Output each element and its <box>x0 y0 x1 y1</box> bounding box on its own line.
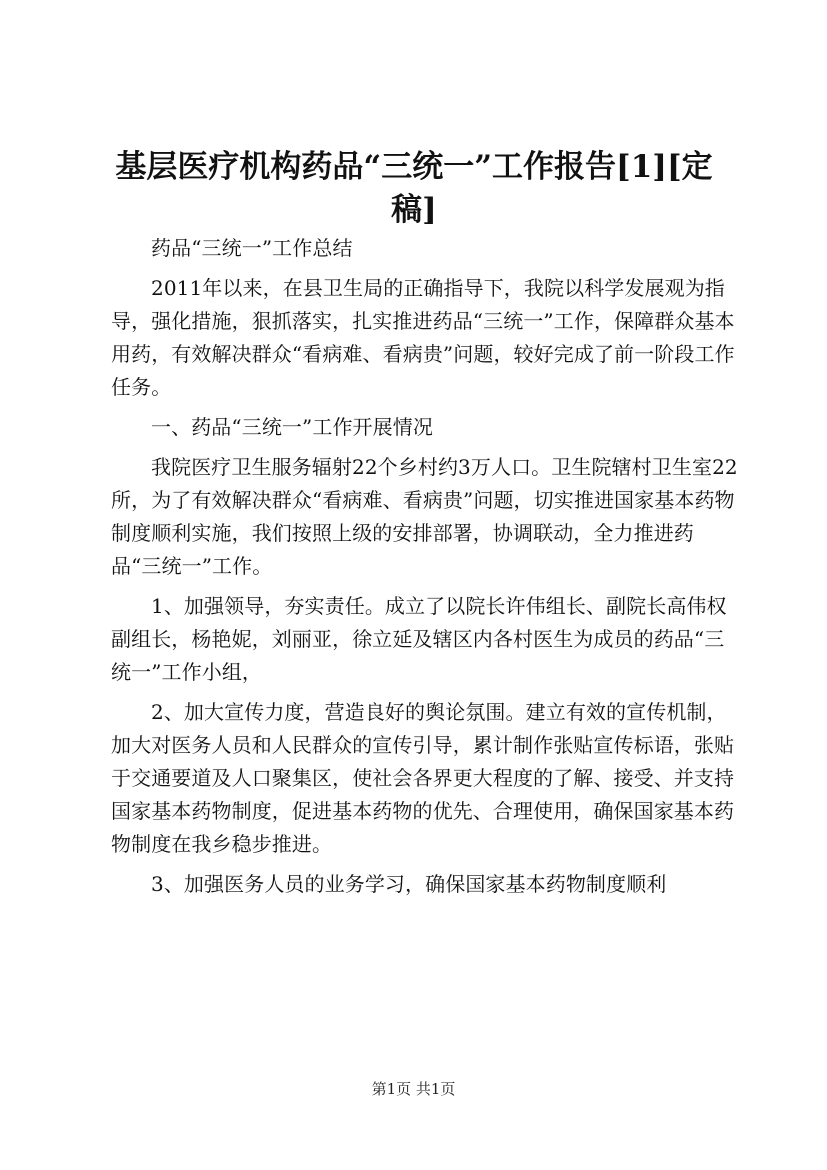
section-heading: 一、药品“三统一”工作开展情况 <box>151 415 433 439</box>
paragraph-gap <box>111 861 739 868</box>
leadership-paragraph: 1、加强领导，夯实责任。成立了以院长许伟组长、副院长高伟权副组长，杨艳妮，刘丽亚，徐立延及辖区内各村医生为成员的药品“三统一”工作小组， <box>111 594 727 684</box>
paragraph-gap <box>111 689 739 696</box>
document-title: 基层医疗机构药品“三统一”工作报告[1][定稿] <box>115 149 713 228</box>
publicity-paragraph: 2、加大宣传力度，营造良好的舆论氛围。建立有效的宣传机制，加大对医务人员和人民群众的宣传引导，累计制作张贴宣传标语，张贴于交通要道及人口聚集区，使社会各界更大程度的了解、接受、并支持国家基本药物制度，促进基本药物的优先、合理使用，确保国家基本药物制度在我乡稳步推进。 <box>111 700 735 856</box>
paragraph-gap <box>111 444 739 451</box>
page-number-footer: 第1页 共1页 <box>371 1080 456 1098</box>
summary-heading: 药品“三统一”工作总结 <box>151 236 353 260</box>
training-paragraph: 3、加强医务人员的业务学习，确保国家基本药物制度顺利 <box>151 872 667 896</box>
paragraph-gap <box>111 404 739 411</box>
paragraph-gap <box>111 265 739 272</box>
intro-paragraph: 2011年以来，在县卫生局的正确指导下，我院以科学发展观为指导，强化措施，狠抓落实，扎实推进药品“三统一”工作，保障群众基本用药，有效解决群众“看病难、看病贵”问题，较好完成了前一阶段工作任务。 <box>111 276 735 399</box>
service-paragraph: 我院医疗卫生服务辐射22个乡村约3万人口。卫生院辖村卫生室22所，为了有效解决群众“看病难、看病贵”问题，切实推进国家基本药物制度顺利实施，我们按照上级的安排部署，协调联动，全力推进药品“三统一”工作。 <box>111 455 738 578</box>
paragraph-gap <box>111 583 739 590</box>
document-body <box>111 232 739 901</box>
